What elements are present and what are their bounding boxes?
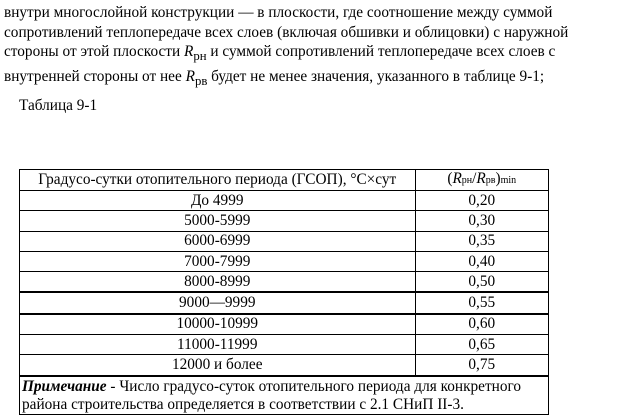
table-row	[20, 355, 549, 376]
table-note-row	[20, 376, 549, 415]
ratio-cell: 0,20	[415, 191, 548, 211]
gsop-cell: 12000 и более	[20, 355, 416, 376]
gsop-cell: 5000-5999	[20, 211, 416, 231]
paragraph-line-4-end: будет не менее значения, указанного в таблице 9-1;	[207, 67, 545, 85]
table-row	[20, 231, 549, 251]
ratio-cell: 0,65	[415, 335, 548, 355]
table-row	[20, 191, 549, 211]
ratio-cell: 0,60	[415, 314, 548, 335]
gsop-cell: 7000-7999	[20, 251, 416, 271]
ratio-cell: 0,35	[415, 231, 548, 251]
gsop-cell: 8000-8999	[20, 272, 416, 293]
table-row	[20, 211, 549, 231]
header-ratio-close: )	[495, 170, 501, 187]
table-row	[20, 314, 549, 335]
r-inner-subscript: рв	[194, 73, 208, 88]
header-ratio-r1: R	[452, 170, 462, 187]
paragraph-line-3	[4, 42, 616, 67]
paragraph-line-4-start: внутренней стороны от нее	[4, 67, 186, 85]
norms-table	[19, 169, 549, 415]
note-label: Примечание	[22, 377, 107, 395]
ratio-cell: 0,40	[415, 251, 548, 271]
gsop-cell: До 4999	[20, 191, 416, 211]
ratio-cell: 0,30	[415, 211, 548, 231]
r-inner-symbol: R	[185, 67, 195, 85]
ratio-cell: 0,55	[415, 292, 548, 313]
body-paragraph	[4, 3, 616, 91]
paragraph-line-2: сопротивлений теплопередаче всех слоев (включая обшивки и облицовки) с наружной	[4, 23, 569, 41]
table-row	[20, 292, 549, 313]
r-outer-subscript: рн	[193, 49, 207, 64]
table-row	[20, 335, 549, 355]
paragraph-line-1: внутри многослойной конструкции — в плоскости, где соотношение между суммой	[4, 4, 553, 21]
table-caption: Таблица 9-1	[19, 97, 98, 114]
header-gsop: Градусо-сутки отопительного периода (ГСОП), °С×сут	[20, 170, 416, 191]
header-ratio-sub1: рн	[461, 175, 473, 186]
r-outer-symbol: R	[183, 43, 194, 60]
header-ratio-open: (	[447, 170, 453, 187]
table-header-row	[20, 170, 549, 191]
ratio-cell: 0,50	[415, 272, 548, 293]
note-text: - Число градусо-суток отопительного периода для конкретного района строительства определяется в соответствии с 2.1 СНиП II-3.	[22, 377, 522, 413]
table-row	[20, 251, 549, 271]
header-ratio-slash: /	[472, 170, 477, 187]
header-ratio-sub2: рв	[485, 175, 496, 186]
gsop-cell: 9000—9999	[20, 292, 416, 313]
paragraph-line-3-start: стороны от этой плоскости	[4, 43, 184, 60]
gsop-cell: 11000-11999	[20, 335, 416, 355]
gsop-cell: 10000-10999	[20, 314, 416, 335]
table-note	[20, 376, 549, 415]
table-row	[20, 272, 549, 293]
gsop-cell: 6000-6999	[20, 231, 416, 251]
header-ratio-min: min	[500, 175, 517, 186]
header-ratio-r2: R	[476, 170, 486, 187]
ratio-cell: 0,75	[415, 355, 548, 376]
paragraph-line-3-end: и суммой сопротивлений теплопередаче всех слоев с	[206, 43, 556, 60]
paragraph-line-4	[4, 67, 616, 92]
header-ratio	[415, 170, 548, 191]
